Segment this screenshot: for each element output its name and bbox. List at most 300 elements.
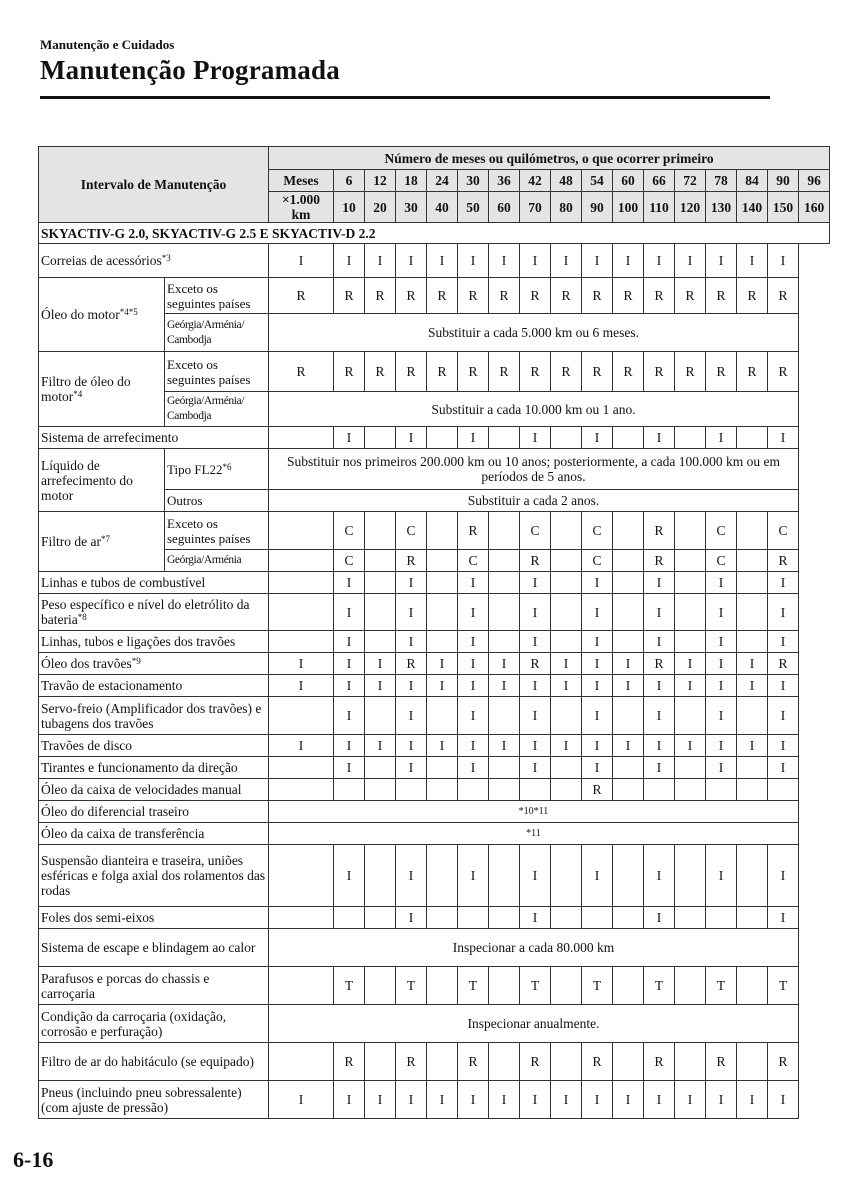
schedule-cell: R bbox=[737, 352, 768, 392]
schedule-cell: C bbox=[520, 512, 551, 550]
km-label: ×1.000 km bbox=[269, 192, 334, 223]
item-name bbox=[39, 801, 269, 823]
schedule-cell: I bbox=[582, 697, 613, 735]
schedule-cell: I bbox=[489, 653, 520, 675]
schedule-cell: I bbox=[768, 594, 799, 631]
schedule-cell: R bbox=[396, 278, 427, 314]
maintenance-schedule-table bbox=[38, 146, 830, 1119]
schedule-cell: I bbox=[458, 631, 489, 653]
schedule-cell: R bbox=[768, 653, 799, 675]
schedule-cell: I bbox=[334, 735, 365, 757]
schedule-cell: R bbox=[551, 278, 582, 314]
schedule-cell bbox=[427, 512, 458, 550]
schedule-cell bbox=[427, 1043, 458, 1081]
km-130: 130 bbox=[706, 192, 737, 223]
schedule-cell: T bbox=[520, 967, 551, 1005]
schedule-cell bbox=[613, 757, 644, 779]
schedule-cell: I bbox=[768, 427, 799, 449]
schedule-cell bbox=[365, 967, 396, 1005]
schedule-cell: C bbox=[396, 512, 427, 550]
item-name bbox=[39, 697, 269, 735]
schedule-cell: I bbox=[458, 697, 489, 735]
schedule-cell: R bbox=[644, 550, 675, 572]
item-name bbox=[39, 1043, 269, 1081]
schedule-cell: C bbox=[334, 550, 365, 572]
subitem-label: Tipo FL22 bbox=[167, 461, 223, 477]
km-60: 60 bbox=[489, 192, 520, 223]
schedule-cell: I bbox=[458, 427, 489, 449]
schedule-cell: I bbox=[644, 631, 675, 653]
km-70: 70 bbox=[520, 192, 551, 223]
schedule-cell: R bbox=[675, 352, 706, 392]
schedule-cell bbox=[737, 1043, 768, 1081]
month-54: 54 bbox=[582, 170, 613, 192]
schedule-cell: R bbox=[644, 653, 675, 675]
item-label: Foles dos semi-eixos bbox=[41, 910, 155, 925]
schedule-cell: I bbox=[269, 1081, 334, 1119]
schedule-cell: R bbox=[334, 352, 365, 392]
schedule-cell: I bbox=[675, 735, 706, 757]
table-row bbox=[39, 823, 830, 845]
schedule-cell: R bbox=[520, 1043, 551, 1081]
item-label: Sistema de arrefecimento bbox=[41, 430, 179, 445]
schedule-cell bbox=[582, 907, 613, 929]
schedule-cell bbox=[427, 572, 458, 594]
schedule-cell bbox=[269, 907, 334, 929]
schedule-cell: I bbox=[427, 1081, 458, 1119]
schedule-cell: I bbox=[269, 675, 334, 697]
schedule-cell bbox=[551, 631, 582, 653]
schedule-cell: I bbox=[768, 1081, 799, 1119]
schedule-cell bbox=[489, 512, 520, 550]
footnote-ref: *4 bbox=[73, 389, 83, 399]
item-name bbox=[39, 512, 165, 572]
page-title: Manutenção Programada bbox=[40, 55, 340, 85]
footnote-ref: *7 bbox=[101, 534, 110, 544]
schedule-cell: R bbox=[269, 352, 334, 392]
schedule-note: Substituir a cada 5.000 km ou 6 meses. bbox=[269, 314, 799, 352]
month-66: 66 bbox=[644, 170, 675, 192]
schedule-cell: I bbox=[334, 653, 365, 675]
schedule-cell: R bbox=[768, 352, 799, 392]
schedule-cell: I bbox=[551, 244, 582, 278]
table-row bbox=[39, 1043, 830, 1081]
item-name bbox=[39, 929, 269, 967]
schedule-cell: R bbox=[706, 352, 737, 392]
schedule-cell: I bbox=[737, 675, 768, 697]
schedule-cell: I bbox=[706, 675, 737, 697]
month-84: 84 bbox=[737, 170, 768, 192]
schedule-cell bbox=[365, 779, 396, 801]
table-row bbox=[39, 845, 830, 907]
schedule-cell: I bbox=[520, 675, 551, 697]
schedule-cell: I bbox=[768, 735, 799, 757]
item-label: Filtro de óleo do motor bbox=[41, 374, 131, 404]
table-row bbox=[39, 779, 830, 801]
schedule-cell bbox=[675, 631, 706, 653]
schedule-cell bbox=[269, 427, 334, 449]
schedule-cell: I bbox=[520, 735, 551, 757]
item-label: Óleo da caixa de transferência bbox=[41, 826, 205, 841]
subitem-name bbox=[165, 512, 269, 550]
schedule-cell: R bbox=[644, 1043, 675, 1081]
table-row bbox=[39, 631, 830, 653]
item-label: Servo-freio (Amplificador dos travões) e tubagens dos travões bbox=[41, 700, 262, 731]
schedule-cell bbox=[613, 594, 644, 631]
subitem-name bbox=[165, 314, 269, 352]
schedule-cell bbox=[427, 427, 458, 449]
schedule-cell bbox=[365, 907, 396, 929]
schedule-cell bbox=[737, 967, 768, 1005]
title-rule bbox=[40, 96, 770, 99]
schedule-cell bbox=[551, 779, 582, 801]
schedule-cell: R bbox=[427, 278, 458, 314]
schedule-cell: T bbox=[768, 967, 799, 1005]
schedule-cell: T bbox=[396, 967, 427, 1005]
schedule-cell bbox=[334, 907, 365, 929]
month-30: 30 bbox=[458, 170, 489, 192]
schedule-cell: I bbox=[706, 845, 737, 907]
schedule-cell: I bbox=[551, 1081, 582, 1119]
km-40: 40 bbox=[427, 192, 458, 223]
schedule-cell: C bbox=[582, 550, 613, 572]
km-150: 150 bbox=[768, 192, 799, 223]
schedule-cell: I bbox=[427, 244, 458, 278]
schedule-cell: R bbox=[768, 1043, 799, 1081]
schedule-cell: I bbox=[520, 572, 551, 594]
schedule-cell bbox=[365, 697, 396, 735]
schedule-cell: I bbox=[365, 1081, 396, 1119]
schedule-cell bbox=[737, 845, 768, 907]
month-90: 90 bbox=[768, 170, 799, 192]
schedule-cell: I bbox=[706, 1081, 737, 1119]
table-row bbox=[39, 675, 830, 697]
item-name bbox=[39, 631, 269, 653]
schedule-cell: R bbox=[489, 278, 520, 314]
item-label: Óleo da caixa de velocidades manual bbox=[41, 782, 242, 797]
schedule-cell: I bbox=[458, 757, 489, 779]
schedule-cell: I bbox=[582, 1081, 613, 1119]
schedule-cell: R bbox=[582, 779, 613, 801]
schedule-cell: C bbox=[706, 550, 737, 572]
schedule-cell: I bbox=[427, 675, 458, 697]
item-name bbox=[39, 352, 165, 427]
schedule-cell: I bbox=[520, 845, 551, 907]
schedule-cell: C bbox=[582, 512, 613, 550]
schedule-cell bbox=[737, 550, 768, 572]
schedule-cell: I bbox=[520, 697, 551, 735]
schedule-cell: I bbox=[582, 735, 613, 757]
footnote-ref: *9 bbox=[131, 656, 141, 666]
schedule-cell bbox=[675, 550, 706, 572]
schedule-cell bbox=[489, 907, 520, 929]
schedule-cell: I bbox=[551, 653, 582, 675]
schedule-cell: I bbox=[582, 653, 613, 675]
schedule-cell: I bbox=[269, 653, 334, 675]
schedule-cell bbox=[269, 757, 334, 779]
schedule-cell: I bbox=[489, 675, 520, 697]
item-label: Travões de disco bbox=[41, 738, 132, 753]
schedule-cell bbox=[551, 845, 582, 907]
item-name bbox=[39, 757, 269, 779]
schedule-cell bbox=[269, 550, 334, 572]
schedule-cell: I bbox=[520, 427, 551, 449]
schedule-cell bbox=[613, 550, 644, 572]
km-50: 50 bbox=[458, 192, 489, 223]
schedule-cell bbox=[269, 845, 334, 907]
schedule-cell: I bbox=[768, 757, 799, 779]
schedule-cell: R bbox=[768, 550, 799, 572]
schedule-cell bbox=[520, 779, 551, 801]
schedule-cell bbox=[269, 779, 334, 801]
schedule-cell: I bbox=[582, 572, 613, 594]
schedule-cell: I bbox=[706, 697, 737, 735]
schedule-cell bbox=[365, 427, 396, 449]
schedule-cell: I bbox=[396, 845, 427, 907]
schedule-cell bbox=[551, 1043, 582, 1081]
item-label: Correias de acessórios bbox=[41, 253, 162, 268]
schedule-cell: I bbox=[396, 735, 427, 757]
schedule-cell: T bbox=[706, 967, 737, 1005]
schedule-cell: R bbox=[644, 512, 675, 550]
month-18: 18 bbox=[396, 170, 427, 192]
schedule-cell: R bbox=[644, 352, 675, 392]
schedule-cell: I bbox=[334, 697, 365, 735]
schedule-cell bbox=[737, 907, 768, 929]
item-name bbox=[39, 572, 269, 594]
schedule-cell: I bbox=[396, 427, 427, 449]
schedule-cell bbox=[551, 594, 582, 631]
schedule-cell: I bbox=[582, 427, 613, 449]
item-name bbox=[39, 779, 269, 801]
table-row bbox=[39, 929, 830, 967]
schedule-cell bbox=[737, 594, 768, 631]
schedule-cell: R bbox=[582, 1043, 613, 1081]
schedule-cell bbox=[489, 550, 520, 572]
schedule-cell: I bbox=[644, 572, 675, 594]
schedule-cell bbox=[427, 907, 458, 929]
schedule-cell: I bbox=[458, 1081, 489, 1119]
schedule-note: Inspecionar anualmente. bbox=[269, 1005, 799, 1043]
schedule-cell bbox=[737, 512, 768, 550]
subitem-label: Geórgia/Arménia/ Cambodja bbox=[167, 318, 245, 346]
schedule-cell bbox=[675, 907, 706, 929]
schedule-cell: R bbox=[613, 278, 644, 314]
item-name bbox=[39, 675, 269, 697]
schedule-cell: R bbox=[613, 352, 644, 392]
schedule-cell: I bbox=[582, 675, 613, 697]
schedule-cell bbox=[675, 779, 706, 801]
schedule-cell bbox=[551, 697, 582, 735]
schedule-cell: R bbox=[675, 278, 706, 314]
schedule-cell: I bbox=[644, 845, 675, 907]
schedule-cell bbox=[489, 572, 520, 594]
section-header: Manutenção e Cuidados bbox=[40, 37, 175, 52]
table-row bbox=[39, 278, 830, 314]
subitem-label: Exceto os seguintes países bbox=[167, 515, 251, 546]
schedule-cell: I bbox=[768, 244, 799, 278]
schedule-cell: R bbox=[644, 278, 675, 314]
schedule-cell: I bbox=[644, 675, 675, 697]
month-78: 78 bbox=[706, 170, 737, 192]
schedule-cell bbox=[737, 572, 768, 594]
schedule-cell: I bbox=[706, 631, 737, 653]
schedule-cell: I bbox=[520, 244, 551, 278]
page-number: 6-16 bbox=[13, 1147, 54, 1172]
km-10: 10 bbox=[334, 192, 365, 223]
footnote-ref: *6 bbox=[222, 461, 232, 472]
schedule-cell: I bbox=[334, 572, 365, 594]
schedule-cell: C bbox=[334, 512, 365, 550]
km-120: 120 bbox=[675, 192, 706, 223]
schedule-cell bbox=[489, 594, 520, 631]
table-row bbox=[39, 757, 830, 779]
schedule-cell: I bbox=[768, 572, 799, 594]
item-label: Líquido de arrefecimento do motor bbox=[41, 457, 133, 503]
schedule-cell bbox=[427, 757, 458, 779]
schedule-cell: R bbox=[706, 278, 737, 314]
table-row bbox=[39, 967, 830, 1005]
schedule-cell: I bbox=[365, 653, 396, 675]
schedule-cell: R bbox=[458, 352, 489, 392]
schedule-cell: I bbox=[768, 845, 799, 907]
schedule-cell bbox=[675, 427, 706, 449]
schedule-cell bbox=[269, 572, 334, 594]
schedule-cell bbox=[489, 1043, 520, 1081]
item-label: Tirantes e funcionamento da direção bbox=[41, 760, 238, 775]
table-row bbox=[39, 594, 830, 631]
schedule-cell: I bbox=[613, 653, 644, 675]
schedule-cell: I bbox=[489, 735, 520, 757]
schedule-cell bbox=[427, 631, 458, 653]
schedule-cell bbox=[427, 779, 458, 801]
schedule-cell bbox=[489, 757, 520, 779]
schedule-cell: I bbox=[365, 675, 396, 697]
schedule-cell bbox=[269, 1043, 334, 1081]
schedule-cell: I bbox=[582, 845, 613, 907]
section-title-row bbox=[39, 223, 830, 244]
schedule-cell bbox=[675, 845, 706, 907]
schedule-cell: R bbox=[269, 278, 334, 314]
footnote-note: *10*11 bbox=[269, 801, 799, 823]
schedule-cell: I bbox=[427, 653, 458, 675]
km-20: 20 bbox=[365, 192, 396, 223]
schedule-cell bbox=[365, 512, 396, 550]
schedule-cell bbox=[427, 594, 458, 631]
schedule-cell: I bbox=[706, 244, 737, 278]
footnote-note: *11 bbox=[269, 823, 799, 845]
schedule-cell bbox=[551, 572, 582, 594]
schedule-cell bbox=[613, 907, 644, 929]
schedule-cell: I bbox=[706, 653, 737, 675]
item-label: Pneus (incluindo pneu sobressalente) (com ajuste de pressão) bbox=[41, 1084, 242, 1115]
schedule-cell: R bbox=[489, 352, 520, 392]
schedule-cell bbox=[334, 779, 365, 801]
schedule-cell bbox=[489, 967, 520, 1005]
schedule-cell: I bbox=[644, 907, 675, 929]
schedule-cell: R bbox=[396, 352, 427, 392]
schedule-cell bbox=[613, 779, 644, 801]
schedule-cell: I bbox=[334, 757, 365, 779]
schedule-cell: R bbox=[582, 352, 613, 392]
schedule-cell bbox=[269, 512, 334, 550]
schedule-cell bbox=[489, 427, 520, 449]
table-row bbox=[39, 427, 830, 449]
schedule-cell: I bbox=[613, 244, 644, 278]
schedule-cell: R bbox=[582, 278, 613, 314]
schedule-cell: C bbox=[706, 512, 737, 550]
table-row bbox=[39, 572, 830, 594]
schedule-cell bbox=[737, 427, 768, 449]
schedule-cell: R bbox=[458, 1043, 489, 1081]
schedule-cell bbox=[269, 967, 334, 1005]
item-name bbox=[39, 1005, 269, 1043]
subitem-label: Geórgia/Arménia bbox=[167, 554, 242, 566]
item-label: Condição da carroçaria (oxidação, corrosão e perfuração) bbox=[41, 1008, 227, 1039]
schedule-cell bbox=[737, 757, 768, 779]
schedule-cell bbox=[675, 572, 706, 594]
schedule-cell: I bbox=[458, 735, 489, 757]
schedule-cell: R bbox=[427, 352, 458, 392]
schedule-cell: T bbox=[458, 967, 489, 1005]
km-90: 90 bbox=[582, 192, 613, 223]
schedule-cell: R bbox=[551, 352, 582, 392]
schedule-cell: I bbox=[582, 757, 613, 779]
schedule-cell: I bbox=[644, 244, 675, 278]
schedule-cell: C bbox=[458, 550, 489, 572]
schedule-cell bbox=[365, 631, 396, 653]
month-96: 96 bbox=[799, 170, 830, 192]
schedule-cell: I bbox=[613, 1081, 644, 1119]
schedule-cell: I bbox=[582, 244, 613, 278]
table-row bbox=[39, 449, 830, 490]
schedule-cell: I bbox=[520, 631, 551, 653]
schedule-cell bbox=[737, 697, 768, 735]
schedule-cell: I bbox=[520, 1081, 551, 1119]
schedule-cell: R bbox=[365, 352, 396, 392]
schedule-cell bbox=[737, 779, 768, 801]
top-header: Número de meses ou quilómetros, o que ocorrer primeiro bbox=[269, 147, 830, 170]
km-30: 30 bbox=[396, 192, 427, 223]
months-label: Meses bbox=[269, 170, 334, 192]
schedule-cell: I bbox=[675, 1081, 706, 1119]
month-48: 48 bbox=[551, 170, 582, 192]
schedule-cell bbox=[427, 550, 458, 572]
schedule-cell: I bbox=[396, 572, 427, 594]
schedule-cell: I bbox=[365, 735, 396, 757]
schedule-cell bbox=[489, 697, 520, 735]
schedule-cell: R bbox=[396, 550, 427, 572]
schedule-cell bbox=[675, 594, 706, 631]
schedule-cell: I bbox=[582, 594, 613, 631]
item-label: Linhas e tubos de combustível bbox=[41, 575, 206, 590]
schedule-cell bbox=[613, 512, 644, 550]
subitem-label: Exceto os seguintes países bbox=[167, 280, 251, 311]
schedule-cell bbox=[365, 594, 396, 631]
schedule-cell: R bbox=[458, 278, 489, 314]
schedule-cell bbox=[489, 845, 520, 907]
schedule-cell bbox=[396, 779, 427, 801]
schedule-cell bbox=[675, 512, 706, 550]
item-name bbox=[39, 967, 269, 1005]
item-label: Óleo do motor bbox=[41, 307, 120, 322]
footnote-ref: *8 bbox=[77, 612, 87, 622]
schedule-cell bbox=[613, 845, 644, 907]
schedule-cell: I bbox=[644, 1081, 675, 1119]
subitem-label: Geórgia/Arménia/ Cambodja bbox=[167, 395, 245, 422]
schedule-cell: I bbox=[334, 244, 365, 278]
schedule-cell: I bbox=[644, 697, 675, 735]
